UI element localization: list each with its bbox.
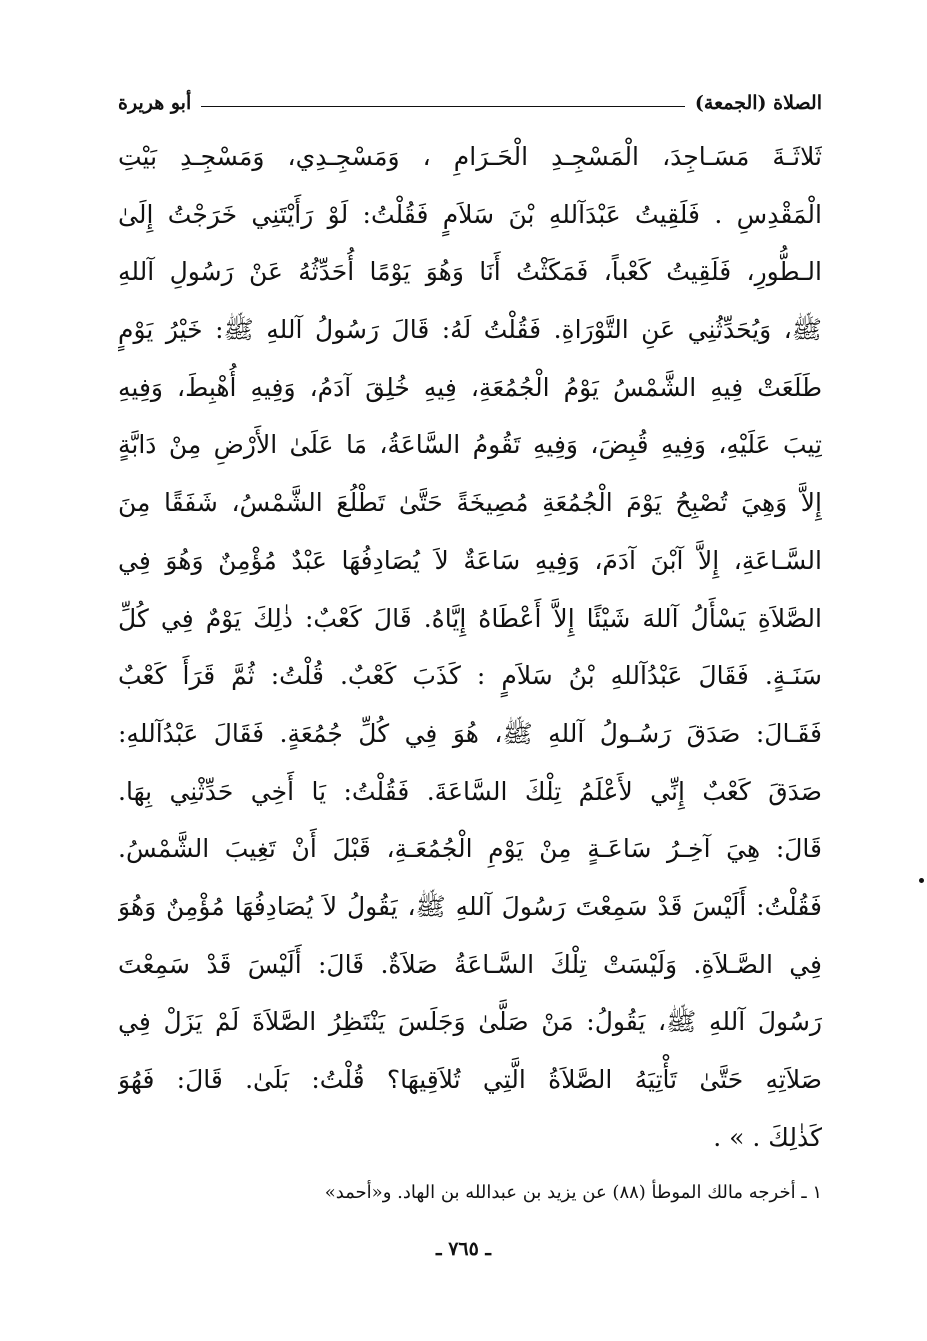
hadith-text [118,128,822,1166]
text-line: فَقُلْتُ: أَلَيْسَ قَدْ سَمِعْتَ رَسُولَ آللهِ ﷺ، يَقُولُ لاَ يُصَادِفُهَا مُؤْمِنٌ وَهُوَ [118,891,822,921]
page-number: ـ ٧٦٥ ـ [436,1238,491,1260]
text-line: الْمَقْدِسِ . فَلَقِيتُ عَبْدَآللهِ بْنَ سَلاَمٍ فَقُلْتُ: لَوْ رَأَيْتَنِي خَرَجْتُ إِلَىٰ [118,199,822,229]
text-line: قَالَ: هِيَ آخِـرُ سَاعَـةٍ مِنْ يَوْمِ الْجُمُعَـةِ، قَبْلَ أَنْ تَغِيبَ الشَّمْسُ. [118,834,822,864]
text-line: فِي الصَّـلاَةِ. وَلَيْسَتْ تِلْكَ السَّـاعَةُ صَلاَةٌ. قَالَ: أَلَيْسَ قَدْ سَمِعْتَ [118,949,822,979]
text-line: فَقَـالَ: صَدَقَ رَسُـولُ آللهِ ﷺ، هُوَ فِي كُلِّ جُمُعَةٍ. فَقَالَ عَبْدُآللهِ: [118,718,822,748]
text-line: صَدَقَ كَعْبٌ إِنِّي لأَعْلَمُ تِلْكَ السَّاعَةَ. فَقُلْتُ: يَا أَخِي حَدِّثْنِي بِهَا. [118,776,822,806]
text-line: ﷺ، وَيُحَدِّثُنِي عَنِ التَّوْرَاةِ. فَقُلْتُ لَهُ: قَالَ رَسُولُ آللهِ ﷺ: خَيْرُ يَوْمٍ [118,315,822,345]
text-line: السَّـاعَةِ، إِلاَّ آبْنَ آدَمَ، وَفِيهِ سَاعَةٌ لاَ يُصَادِفُهَا عَبْدٌ مُؤْمِنٌ وَهُوَ فِي [118,545,822,575]
text-line: صَلاَتِهِ حَتَّىٰ تَأْتِيَهُ الصَّلاَةُ الَّتِي تُلاَقِيهَا؟ قُلْتُ: بَلَىٰ. قَالَ: فَهُوَ [118,1065,822,1094]
margin-mark [919,878,924,883]
text-line: الـطُّورِ، فَلَقِيتُ كَعْباً، فَمَكَثْتُ أَنَا وَهُوَ يَوْمًا أُحَدِّثُهُ عَنْ رَسُولِ آللهِ [118,257,822,287]
text-line: الصَّلاَةِ يَسْأَلُ آللهَ شَيْئًا إِلاَّ أَعْطَاهُ إِيَّاهُ. قَالَ كَعْبٌ: ذٰلِكَ يَوْمٌ فِي كُلِّ [118,603,822,633]
header-rule [201,106,685,107]
running-header [118,88,822,118]
text-line: طَلَعَتْ فِيهِ الشَّمْسُ يَوْمُ الْجُمُعَةِ، فِيهِ خُلِقَ آدَمُ، وَفِيهِ أُهْبِطَ، وَفِيهِ [118,372,822,402]
text-line: إِلاَّ وَهِيَ تُصْبِحُ يَوْمَ الْجُمُعَةِ مُصِيخَةً حَتَّىٰ تَطْلُعَ الشَّمْسُ، شَفَقًا مِنَ [118,488,822,518]
text-line: سَنَـةٍ. فَقَالَ عَبْدُآللهِ بْنُ سَلاَمٍ : كَذَبَ كَعْبٌ. قُلْتُ: ثُمَّ قَرَأَ كَعْبٌ [118,661,822,691]
footnote: ١ ـ أخرجه مالك الموطأ (٨٨) عن يزيد بن عبدالله بن الهاد. و«أحمد» [324,1182,822,1203]
text-line: رَسُولَ آللهِ ﷺ، يَقُولُ: مَنْ صَلَّىٰ وَجَلَسَ يَنْتَظِرُ الصَّلاَةَ لَمْ يَزَلْ فِي [118,1007,822,1037]
chapter-title: الصلاة (الجمعة) [694,92,822,114]
text-line: ثَلاثَـةَ مَسَـاجِدَ، الْمَسْجِـدِ الْحَـرَامِ ، وَمَسْجِـدِي، وَمَسْجِـدِ بَيْتِ [118,142,822,171]
text-line: تِيبَ عَلَيْهِ، وَفِيهِ قُبِضَ، وَفِيهِ تَقُومُ السَّاعَةُ، مَا عَلَىٰ الأَرْضِ مِنْ دَابَّةٍ [118,430,822,460]
text-line-last: كَذٰلِكَ . » . [713,1122,822,1152]
narrator-name: أبو هريرة [118,92,192,114]
